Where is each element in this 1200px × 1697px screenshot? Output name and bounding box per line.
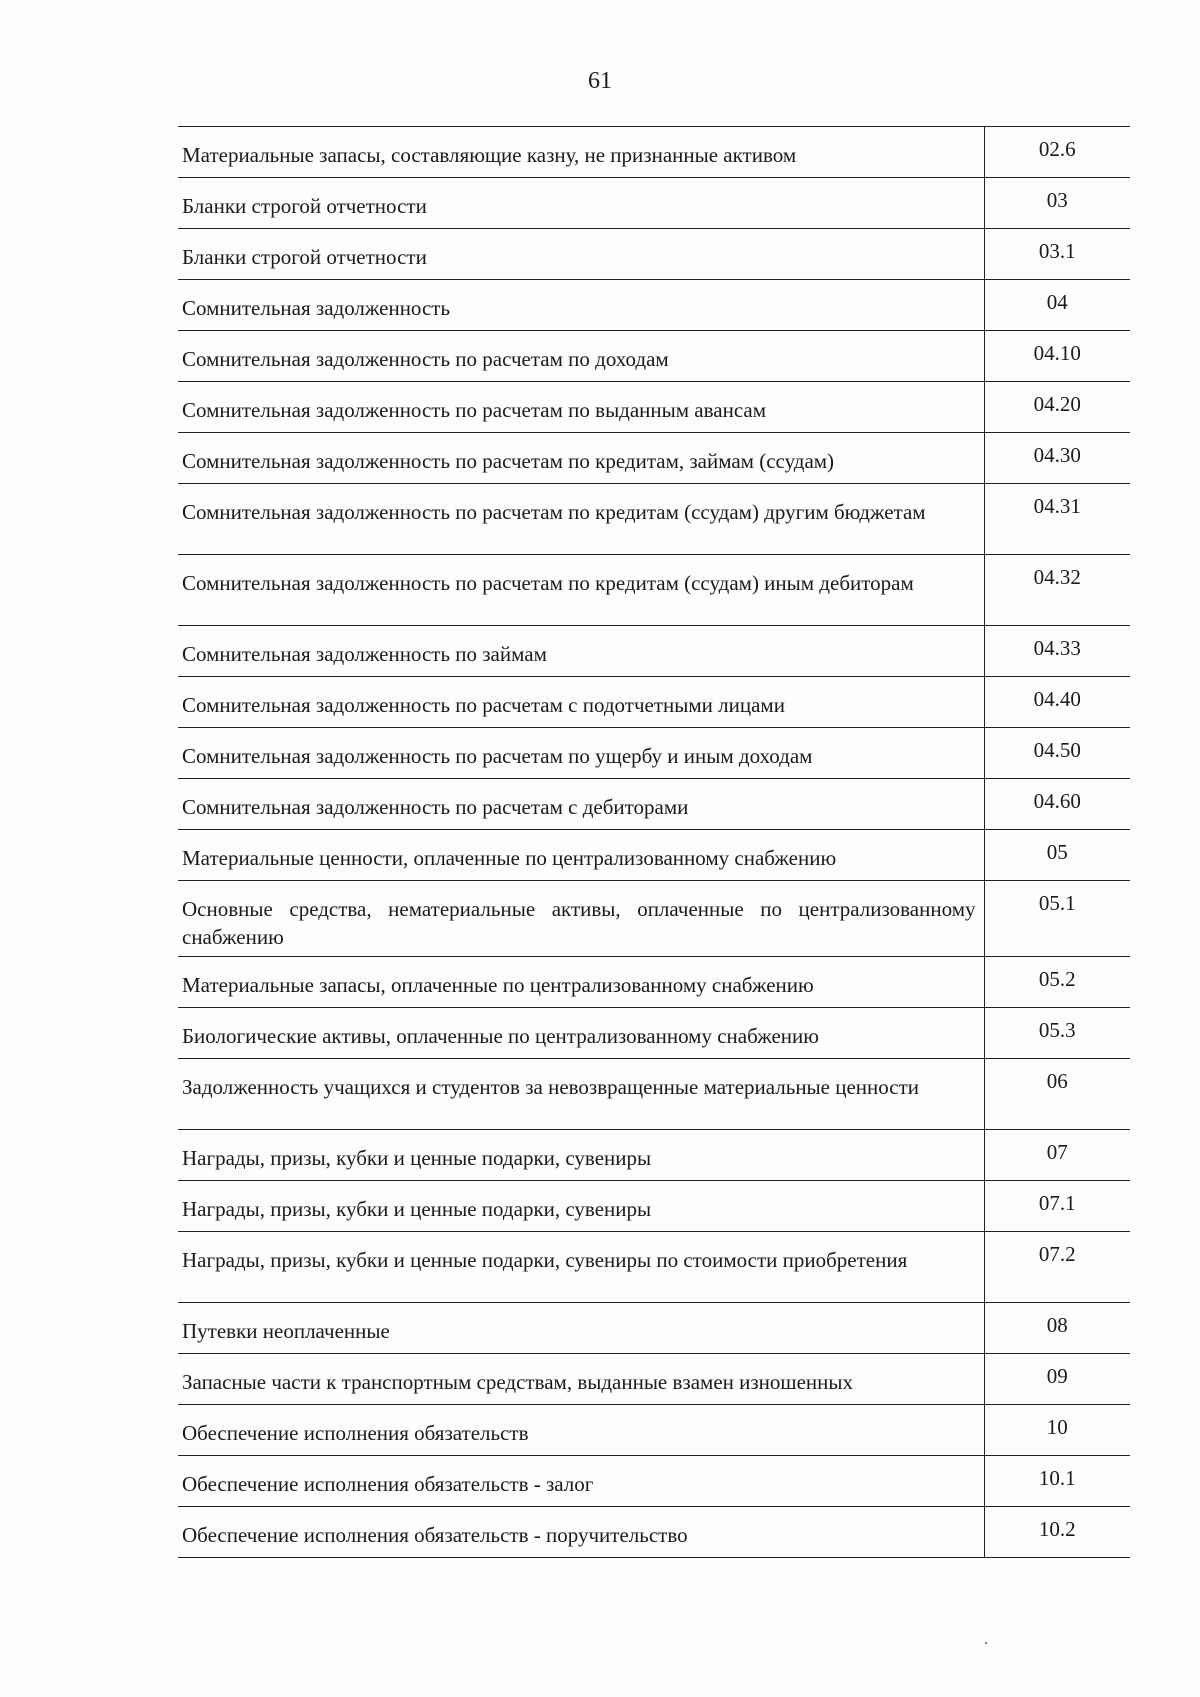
table-row xyxy=(178,830,1130,881)
table-row xyxy=(178,626,1130,677)
table-row xyxy=(178,1130,1130,1181)
table-row xyxy=(178,1059,1130,1130)
account-name-cell: Обеспечение исполнения обязательств - залог xyxy=(178,1456,984,1507)
account-code-cell: 07 xyxy=(984,1130,1130,1181)
account-code-cell: 05.1 xyxy=(984,881,1130,957)
table-row xyxy=(178,1456,1130,1507)
table-row xyxy=(178,881,1130,957)
account-code-cell: 05.2 xyxy=(984,957,1130,1008)
account-name-cell: Сомнительная задолженность по расчетам по кредитам, займам (ссудам) xyxy=(178,433,984,484)
table-row xyxy=(178,127,1130,178)
table-row xyxy=(178,1354,1130,1405)
account-name-cell: Сомнительная задолженность xyxy=(178,280,984,331)
account-code-cell: 04.60 xyxy=(984,779,1130,830)
account-code-cell: 03 xyxy=(984,178,1130,229)
account-code-cell: 04.40 xyxy=(984,677,1130,728)
account-name-cell: Обеспечение исполнения обязательств - поручительство xyxy=(178,1507,984,1558)
account-name-cell: Награды, призы, кубки и ценные подарки, сувениры xyxy=(178,1181,984,1232)
account-code-cell: 04.30 xyxy=(984,433,1130,484)
account-name-cell: Биологические активы, оплаченные по централизованному снабжению xyxy=(178,1008,984,1059)
table-row xyxy=(178,677,1130,728)
account-name-cell: Награды, призы, кубки и ценные подарки, сувениры по стоимости приобретения xyxy=(178,1232,984,1303)
account-code-cell: 04.10 xyxy=(984,331,1130,382)
account-name-cell: Сомнительная задолженность по расчетам по доходам xyxy=(178,331,984,382)
table-row xyxy=(178,1405,1130,1456)
account-name-cell: Запасные части к транспортным средствам, выданные взамен изношенных xyxy=(178,1354,984,1405)
account-name-cell: Сомнительная задолженность по расчетам с дебиторами xyxy=(178,779,984,830)
page-number: 61 xyxy=(588,68,612,94)
account-code-cell: 04 xyxy=(984,280,1130,331)
table-row xyxy=(178,1303,1130,1354)
account-code-cell: 10.1 xyxy=(984,1456,1130,1507)
account-code-cell: 08 xyxy=(984,1303,1130,1354)
account-code-cell: 05.3 xyxy=(984,1008,1130,1059)
account-code-cell: 07.1 xyxy=(984,1181,1130,1232)
account-code-cell: 05 xyxy=(984,830,1130,881)
table-row xyxy=(178,957,1130,1008)
account-name-cell: Задолженность учащихся и студентов за невозвращенные материальные ценности xyxy=(178,1059,984,1130)
account-code-cell: 04.20 xyxy=(984,382,1130,433)
account-code-cell: 10 xyxy=(984,1405,1130,1456)
table-row xyxy=(178,331,1130,382)
account-table-body xyxy=(178,127,1130,1558)
table-row xyxy=(178,1008,1130,1059)
account-code-cell: 09 xyxy=(984,1354,1130,1405)
account-name-cell: Материальные запасы, составляющие казну, не признанные активом xyxy=(178,127,984,178)
table-row xyxy=(178,1181,1130,1232)
account-name-cell: Обеспечение исполнения обязательств xyxy=(178,1405,984,1456)
account-code-cell: 07.2 xyxy=(984,1232,1130,1303)
account-name-cell: Сомнительная задолженность по расчетам по кредитам (ссудам) иным дебиторам xyxy=(178,555,984,626)
account-name-cell: Сомнительная задолженность по расчетам по ущербу и иным доходам xyxy=(178,728,984,779)
table-row xyxy=(178,178,1130,229)
account-name-cell: Сомнительная задолженность по расчетам по кредитам (ссудам) другим бюджетам xyxy=(178,484,984,555)
table-row xyxy=(178,779,1130,830)
table-row xyxy=(178,382,1130,433)
table-row xyxy=(178,229,1130,280)
table-row xyxy=(178,1507,1130,1558)
table-row xyxy=(178,555,1130,626)
account-code-cell: 10.2 xyxy=(984,1507,1130,1558)
account-name-cell: Материальные ценности, оплаченные по централизованному снабжению xyxy=(178,830,984,881)
account-table xyxy=(178,126,1130,1558)
account-code-cell: 04.50 xyxy=(984,728,1130,779)
table-row xyxy=(178,433,1130,484)
account-code-cell: 03.1 xyxy=(984,229,1130,280)
table-row xyxy=(178,728,1130,779)
account-name-cell: Основные средства, нематериальные активы, оплаченные по централизованному снабжению xyxy=(178,881,984,957)
account-name-cell: Награды, призы, кубки и ценные подарки, сувениры xyxy=(178,1130,984,1181)
account-code-cell: 04.31 xyxy=(984,484,1130,555)
account-code-cell: 06 xyxy=(984,1059,1130,1130)
table-row xyxy=(178,484,1130,555)
account-name-cell: Сомнительная задолженность по расчетам по выданным авансам xyxy=(178,382,984,433)
table-row xyxy=(178,1232,1130,1303)
table-row xyxy=(178,280,1130,331)
account-code-cell: 04.32 xyxy=(984,555,1130,626)
scan-speck xyxy=(985,1642,987,1644)
account-code-cell: 04.33 xyxy=(984,626,1130,677)
account-code-cell: 02.6 xyxy=(984,127,1130,178)
account-name-cell: Бланки строгой отчетности xyxy=(178,178,984,229)
account-name-cell: Бланки строгой отчетности xyxy=(178,229,984,280)
account-name-cell: Сомнительная задолженность по займам xyxy=(178,626,984,677)
account-name-cell: Материальные запасы, оплаченные по централизованному снабжению xyxy=(178,957,984,1008)
account-name-cell: Путевки неоплаченные xyxy=(178,1303,984,1354)
account-name-cell: Сомнительная задолженность по расчетам с подотчетными лицами xyxy=(178,677,984,728)
